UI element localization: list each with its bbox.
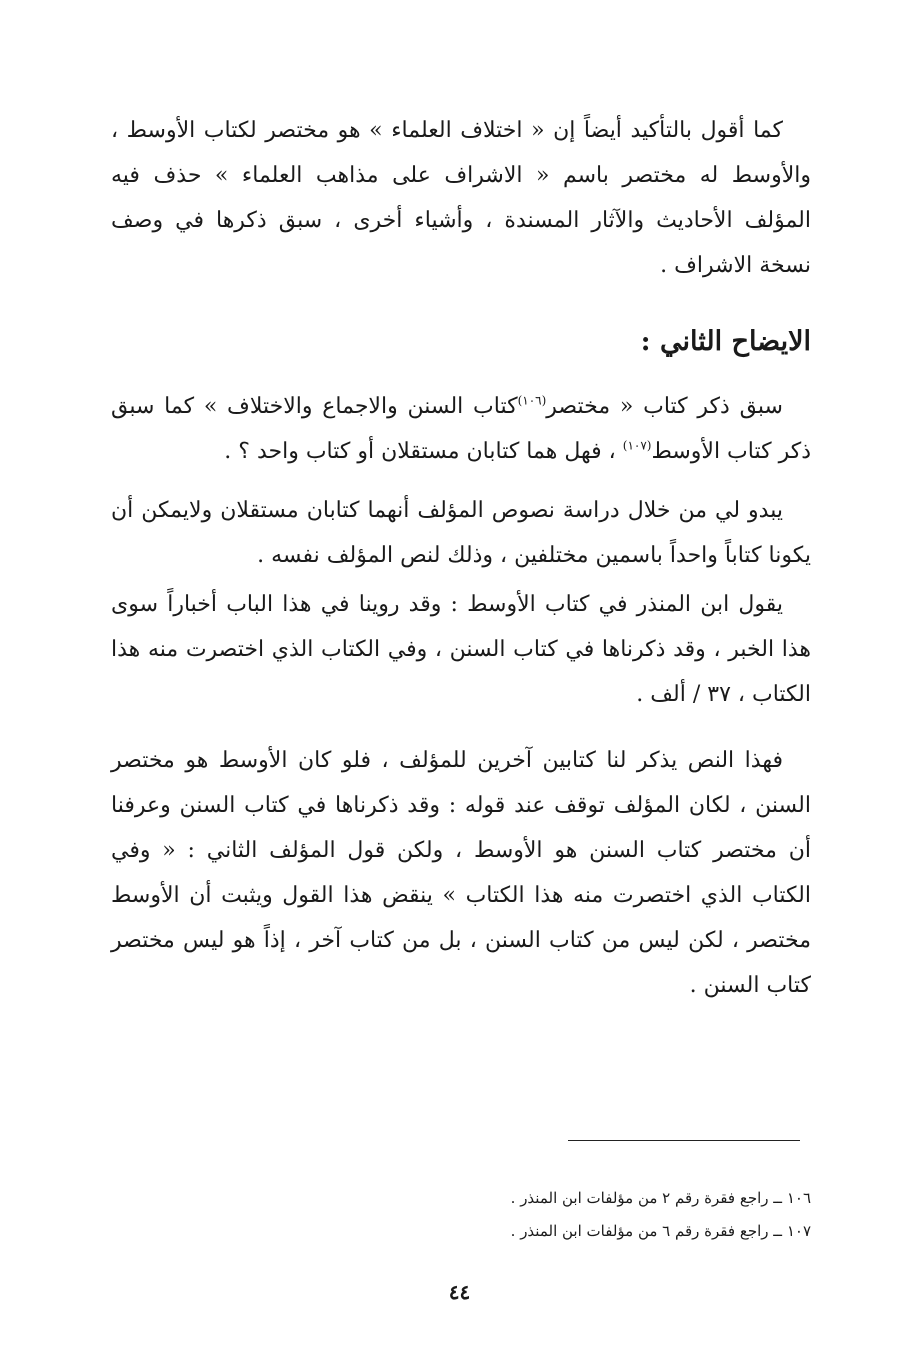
footnotes	[111, 1182, 811, 1248]
paragraph-2	[111, 384, 811, 474]
paragraph-5-block	[111, 738, 811, 1008]
paragraph-3: يبدو لي من خلال دراسة نصوص المؤلف أنهما كتابان مستقلان ولايمكن أن يكونا كتاباً واحداً باسمين مختلفين ، وذلك لنص المؤلف نفسه .	[111, 498, 811, 568]
paragraph-1: كما أقول بالتأكيد أيضاً إن « اختلاف العلماء » هو مختصر لكتاب الأوسط ، والأوسط له مختصر باسم « الاشراف على مذاهب العلماء » حذف فيه المؤلف الأحاديث والآثار المسندة ، وأشياء أخرى ، سبق ذكرها في وصف نسخة الاشراف .	[111, 118, 811, 278]
footnote-divider	[568, 1140, 800, 1141]
paragraph-4: يقول ابن المنذر في كتاب الأوسط : وقد روينا في هذا الباب أخباراً سوى هذا الخبر ، وقد ذكرناها في كتاب السنن ، وفي الكتاب الذي اختصرت منه هذا الكتاب ، ٣٧ / ألف .	[111, 592, 811, 707]
paragraph-4-block	[111, 582, 811, 717]
paragraph-5: فهذا النص يذكر لنا كتابين آخرين للمؤلف ، فلو كان الأوسط هو مختصر السنن ، لكان المؤلف توقف عند قوله : وقد ذكرناها في كتاب السنن وعرفنا أن مختصر كتاب السنن هو الأوسط ، ولكن قول المؤلف الثاني : « وفي الكتاب الذي اختصرت منه هذا الكتاب » ينقض هذا القول ويثبت أن الأوسط مختصر ، لكن ليس من كتاب السنن ، بل من كتاب آخر ، إذاً هو ليس مختصر كتاب السنن .	[111, 748, 811, 998]
paragraph-3-block	[111, 488, 811, 578]
heading-block	[111, 322, 811, 362]
paragraph-2-block	[111, 384, 811, 474]
footnote-107: ١٠٧ ــ راجع فقرة رقم ٦ من مؤلفات ابن المنذر .	[510, 1222, 811, 1240]
page-number: ٤٤	[448, 1280, 471, 1304]
paragraph-2-part-c: ، فهل هما كتابان مستقلان أو كتاب واحد ؟ .	[224, 439, 616, 464]
footnote-ref-107: (١٠٧)	[622, 438, 652, 453]
footnote-106: ١٠٦ ــ راجع فقرة رقم ٢ من مؤلفات ابن المنذر .	[510, 1189, 811, 1207]
paragraph-1-block	[111, 108, 811, 288]
paragraph-2-part-a: سبق ذكر كتاب « مختصر	[546, 394, 783, 419]
section-heading: الايضاح الثاني :	[640, 326, 811, 357]
paragraph-2-part-b: كتاب السنن والاجماع والاختلاف » كما سبق ذكر كتاب الأوسط	[111, 394, 811, 464]
footnote-ref-106: (١٠٦)	[517, 393, 547, 408]
